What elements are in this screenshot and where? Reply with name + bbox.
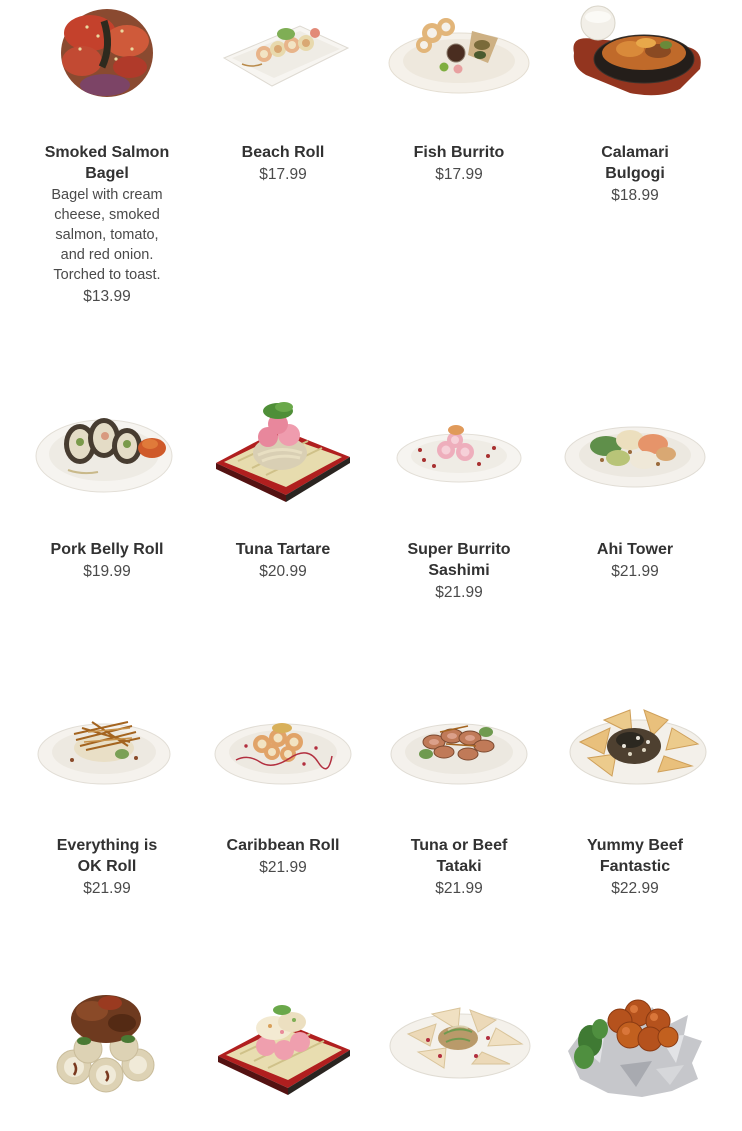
product-card-calamari-bulgogi[interactable] xyxy=(558,0,712,307)
product-price: $21.99 xyxy=(259,859,307,876)
ahi-tower-image xyxy=(558,373,712,523)
product-price: $21.99 xyxy=(611,563,659,580)
product-card-caribbean-roll[interactable] xyxy=(206,669,360,899)
tuna-tartare-image xyxy=(208,391,358,506)
tuna-tartare-image xyxy=(206,373,360,523)
product-price: $17.99 xyxy=(259,166,307,183)
product-title: Smoked Salmon Bagel xyxy=(44,144,170,182)
pork-belly-roll-image xyxy=(30,373,184,523)
product-price: $13.99 xyxy=(83,288,131,305)
product-title: Ahi Tower xyxy=(596,541,674,558)
ahi-tower-image xyxy=(560,402,710,494)
pita-platter-image xyxy=(382,965,536,1115)
fish-burrito-image xyxy=(384,5,534,97)
product-title: Super Burrito Sashimi xyxy=(407,541,511,579)
product-price: $18.99 xyxy=(611,187,659,204)
product-card-bottom-2[interactable] xyxy=(206,965,360,1131)
caribbean-roll-image xyxy=(208,698,358,790)
product-price: $22.99 xyxy=(611,880,659,897)
product-title: Everything is OK Roll xyxy=(56,837,158,875)
product-price: $20.99 xyxy=(259,563,307,580)
product-card-super-burrito-sashimi[interactable] xyxy=(382,373,536,603)
beach-roll-image xyxy=(208,12,358,90)
smoked-salmon-bagel-image xyxy=(30,0,184,126)
smoked-salmon-bagel-image xyxy=(32,3,182,99)
caribbean-roll-image xyxy=(206,669,360,819)
super-burrito-sashimi-image xyxy=(384,408,534,488)
product-card-bottom-3[interactable] xyxy=(382,965,536,1131)
product-card-fish-burrito[interactable] xyxy=(382,0,536,307)
product-card-bottom-1[interactable] xyxy=(30,965,184,1131)
product-price: $21.99 xyxy=(435,584,483,601)
glazed-meat-rolls-image xyxy=(32,979,182,1101)
foil-fried-platter-image xyxy=(558,965,712,1115)
yummy-beef-fantastic-image xyxy=(558,669,712,819)
product-description: Bagel with cream cheese, smoked salmon, tomato, and red onion. Torched to toast. xyxy=(51,187,163,283)
product-title: Tuna Tartare xyxy=(235,541,331,558)
beach-roll-image xyxy=(206,0,360,126)
product-card-ahi-tower[interactable] xyxy=(558,373,712,603)
product-card-bottom-4[interactable] xyxy=(558,965,712,1131)
product-card-smoked-salmon-bagel[interactable] xyxy=(30,0,184,307)
product-card-yummy-beef-fantastic[interactable] xyxy=(558,669,712,899)
tray-rolls-image xyxy=(208,982,358,1098)
fish-burrito-image xyxy=(382,0,536,126)
product-price: $17.99 xyxy=(435,166,483,183)
product-card-tuna-tartare[interactable] xyxy=(206,373,360,603)
product-card-beach-roll[interactable] xyxy=(206,0,360,307)
product-card-everything-is-ok-roll[interactable] xyxy=(30,669,184,899)
tuna-or-beef-tataki-image xyxy=(382,669,536,819)
everything-is-ok-roll-image xyxy=(30,669,184,819)
glazed-meat-rolls-image xyxy=(30,965,184,1115)
product-title: Tuna or Beef Tataki xyxy=(410,837,508,875)
product-card-pork-belly-roll[interactable] xyxy=(30,373,184,603)
yummy-beef-fantastic-image xyxy=(560,694,710,794)
product-price: $21.99 xyxy=(435,880,483,897)
tray-rolls-image xyxy=(206,965,360,1115)
super-burrito-sashimi-image xyxy=(382,373,536,523)
product-price: $21.99 xyxy=(83,880,131,897)
product-card-tuna-or-beef-tataki[interactable] xyxy=(382,669,536,899)
product-price: $19.99 xyxy=(83,563,131,580)
everything-is-ok-roll-image xyxy=(32,698,182,790)
calamari-bulgogi-image xyxy=(558,0,712,126)
tuna-or-beef-tataki-image xyxy=(384,698,534,790)
product-title: Fish Burrito xyxy=(413,144,505,161)
pork-belly-roll-image xyxy=(32,394,182,502)
product-title: Calamari Bulgogi xyxy=(601,144,669,182)
calamari-bulgogi-image xyxy=(560,1,710,101)
foil-fried-platter-image xyxy=(560,979,710,1101)
product-title: Pork Belly Roll xyxy=(50,541,164,558)
product-title: Caribbean Roll xyxy=(226,837,340,854)
pita-platter-image xyxy=(384,990,534,1090)
product-title: Beach Roll xyxy=(241,144,325,161)
product-title: Yummy Beef Fantastic xyxy=(586,837,684,875)
